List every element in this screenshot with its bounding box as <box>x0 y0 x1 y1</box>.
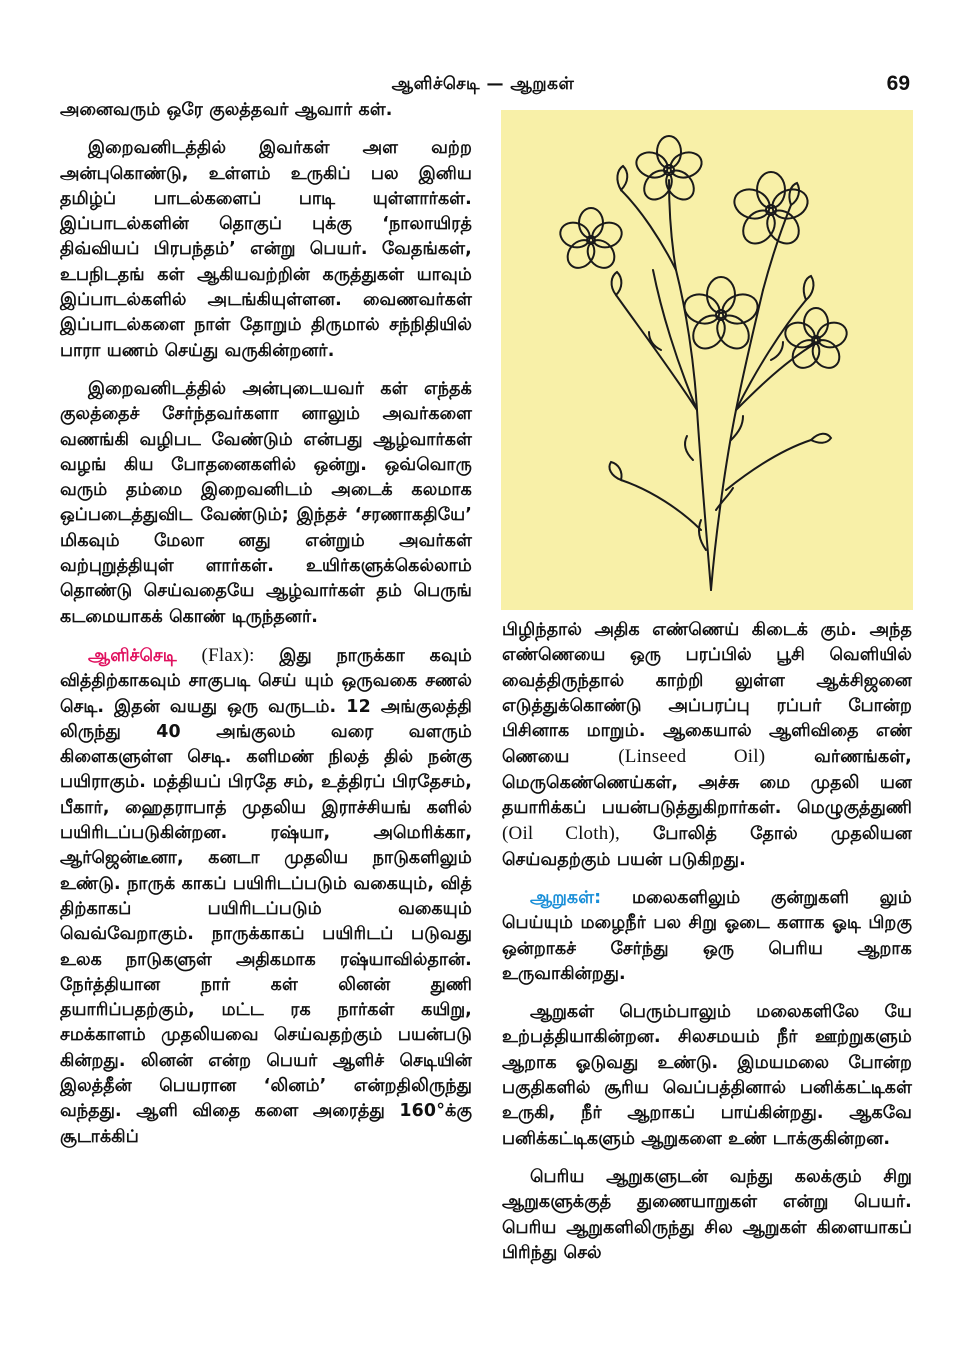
latin-name: (Linseed Oil) <box>618 746 766 768</box>
flax-plant-illustration <box>501 110 913 610</box>
paragraph-text: வர்ணங்கள், மெருகெண்ணெய்கள், அச்சு மை முதலி யன தயாரிக்கப் பயன்படுத்துகிறார்கள். மெழுகுத்துணி <box>502 747 912 819</box>
page-header-title: ஆளிச்செடி — ஆறுகள் <box>391 74 575 94</box>
flax-plant-drawing <box>501 110 913 610</box>
paragraph: அனைவரும் ஒரே குலத்தவர் ஆவார் கள். <box>60 100 393 120</box>
paragraph: இறைவனிடத்தில் இவர்கள் அள வற்ற அன்புகொண்டு, உள்ளம் உருகிப் பல இனிய தமிழ்ப் பாடல்களைப் பாடி யுள்ளார்கள். இப்பாடல்களின் தொகுப் புக்கு ‘நாலாயிரத் திவ்வியப் பிரபந்தம்’ என்று பெயர். வேதங்கள், உபநிடதங் கள் ஆகியவற்றின் கருத்துகள் யாவும் இப்பாடல்களில் அடங்கியுள்ளன. வைணவர்கள் இப்பாடல்களை நாள் தோறும் திருமால் சந்நிதியில் பாரா யணம் செய்து வருகின்றனர். <box>60 138 472 361</box>
paragraph <box>502 618 912 873</box>
paragraph-rivers-entry <box>502 886 912 987</box>
paragraph-text: போலித் தோல் முதலியன செய்வதற்கும் பயன் படுகிறது. <box>502 824 912 870</box>
page-number: 69 <box>886 72 910 95</box>
entry-body: மலைகளிலும் குன்றுகளி லும் பெய்யும் மழைநீர் பல சிறு ஓடை களாக ஓடி பிறகு ஒன்றாகச் சேர்ந்து ஒரு பெரிய ஆறாக உருவாகின்றது. <box>502 887 912 984</box>
left-column <box>60 98 472 1163</box>
paragraph-flax-entry <box>60 643 472 1150</box>
paragraph: இறைவனிடத்தில் அன்புடையவர் கள் எந்தக் குலத்தைச் சேர்ந்தவர்களா னாலும் அவர்களை வணங்கி வழிபட வேண்டும் என்பது ஆழ்வார்கள் வழங் கிய போதனைகளில் ஒன்று. ஒவ்வொரு வரும் தம்மை இறைவனிடம் அடைக் கலமாக ஒப்படைத்துவிட வேண்டும்; இந்தச் ‘சரணாகதியே’ மிகவும் மேலா னது என்றும் அவர்கள் வற்புறுத்தியுள் ளார்கள். உயிர்களுக்கெல்லாம் தொண்டு செய்வதையே ஆழ்வார்கள் தம் பெருங் கடமையாகக் கொண் டிருந்தனர். <box>60 378 472 627</box>
latin-name: (Flax): <box>201 644 255 666</box>
paragraph: ஆறுகள் பெரும்பாலும் மலைகளிலே யே உற்பத்தியாகின்றன. சிலசமயம் நீர் ஊற்றுகளும் ஆறாக ஓடுவது உண்டு. இமயமலை போன்ற பகுதிகளில் சூரிய வெப்பத்தினால் பனிக்கட்டிகள் உருகி, நீர் ஆறாகப் பாய்கின்றது. ஆகவே பனிக்கட்டிகளும் ஆறுகளை உண் டாக்குகின்றன. <box>502 1002 912 1149</box>
latin-name: (Oil Cloth), <box>502 823 620 845</box>
entry-term-flax: ஆளிச்செடி <box>88 645 177 666</box>
paragraph: பெரிய ஆறுகளுடன் வந்து கலக்கும் சிறு ஆறுகளுக்குத் துணையாறுகள் என்று பெயர். பெரிய ஆறுகளிலிருந்து சில ஆறுகள் கிளையாகப் பிரிந்து செல் <box>502 1166 912 1263</box>
paragraph-text: பிழிந்தால் அதிக எண்ணெய் கிடைக் கும். அந்த எண்ணெயை ஒரு பரப்பில் பூசி வெளியில் வைத்திருந்தால் காற்றி லுள்ள ஆக்சிஜனை எடுத்துக்கொண்டு அப்பரப்பு ரப்பர் போன்ற பிசினாக மாறும். ஆகையால் ஆளிவிதை எண் ணெயை <box>502 620 912 768</box>
right-column <box>502 618 912 1279</box>
entry-term-rivers: ஆறுகள்: <box>530 887 602 908</box>
entry-body: இது நாருக்கா கவும் வித்திற்காகவும் சாகுபடி செய் யும் ஒருவகை சணல் செடி. இதன் வயது ஒரு வருடம். 12 அங்குலத்தி லிருந்து 40 அங்குலம் வரை வளரும் கிளைகளுள்ள செடி. களிமண் நிலத் தில் நன்கு பயிராகும். மத்தியப் பிரதே சம், உத்திரப் பிரதேசம், பீகார், ஹைதராபாத் முதலிய இராச்சியங் களில் பயிரிடப்படுகின்றன. ரஷ்யா, அமெரிக்கா, ஆர்ஜென்டீனா, கனடா முதலிய நாடுகளிலும் உண்டு. நாருக் காகப் பயிரிடப்படும் வகையும், வித் திற்காகப் பயிரிடப்படும் வகையும் வெவ்வேறாகும். நாருக்காகப் பயிரிடப் படுவது உலக நாடுகளுள் அதிகமாக ரஷ்யாவில்தான். நேர்த்தியான நார் கள் லினன் துணி தயாரிப்பதற்கும், மட்ட ரக நார்கள் கயிறு, சமக்காளம் முதலியவை செய்வதற்கும் பயன்படு கின்றது. லினன் என்ற பெயர் ஆளிச் செடியின் இலத்தீன் பெயரான ‘லினம்’ என்றதிலிருந்து வந்தது. ஆளி விதை களை அரைத்து 160°க்கு சூடாக்கிப் <box>60 645 472 1147</box>
